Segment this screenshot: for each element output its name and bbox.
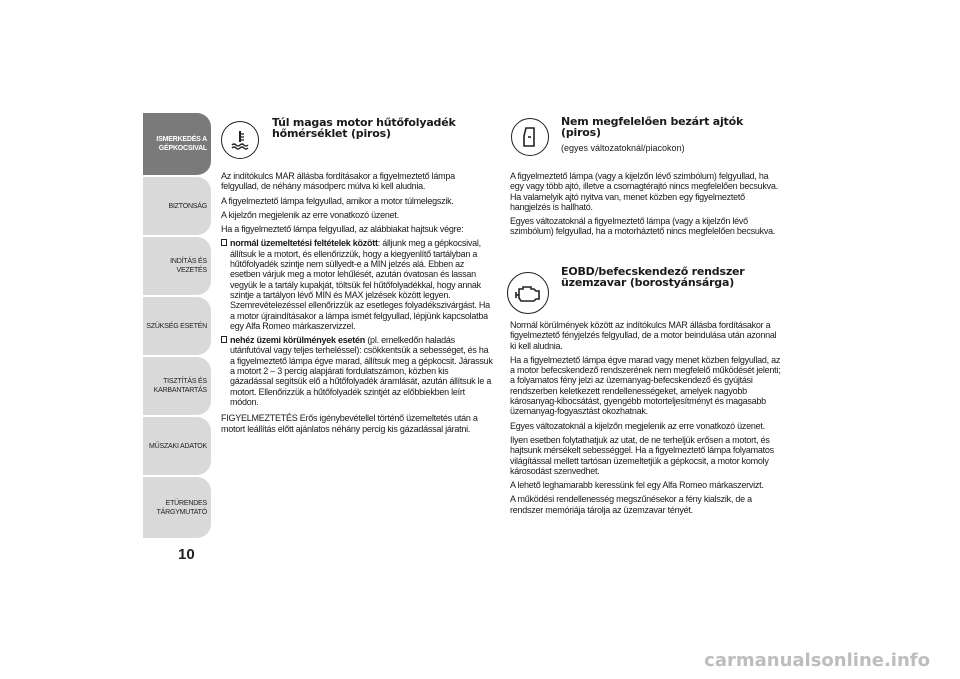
check-engine-icon: [507, 272, 549, 314]
eobd-heading: EOBD/befecskendező rendszer üzemzavar (borostyánsárga): [561, 265, 745, 289]
tab-targymutato[interactable]: ETÜRENDES TÁRGYMUTATÓ: [143, 477, 211, 538]
paragraph: Normál körülmények között az indítókulcs MAR állásba fordításakor a figyelmeztető fényjelzés felgyullad, de a motor beindulása után azonnal ki kell aludnia.: [510, 320, 777, 351]
coolant-heading: Túl magas motor hűtőfolyadék hőmérséklet (piros): [272, 116, 456, 140]
tab-muszaki[interactable]: MŰSZAKI ADATOK: [143, 417, 211, 475]
chapter-sidebar: [143, 113, 211, 538]
tab-szukseg[interactable]: SZÜKSÉG ESETÉN: [143, 297, 211, 355]
tab-biztonsag[interactable]: BIZTONSÁG: [143, 177, 211, 235]
paragraph: A figyelmeztető lámpa (vagy a kijelzőn lévő szimbólum) felgyullad, ha egy vagy több ajtó, illetve a csomagtérajtó nincs megfelelően becsukva. Ha valamelyik ajtó nyitva van, menet közben egy figyelmeztető hangjelzés is hallható.: [510, 171, 778, 212]
warning-text: FIGYELMEZTETÉS Erős igénybevétellel történő üzemeltetés után a motort leállítás előtt ajánlatos néhány percig kis gázadással járatni.: [221, 413, 478, 434]
left-column-text: [221, 171, 493, 438]
paragraph: Az indítókulcs MAR állásba fordításakor a figyelmeztető lámpa felgyullad, de néhány másodperc múlva ki kell aludnia.: [221, 171, 455, 192]
tab-tisztitas[interactable]: TISZTÍTÁS ÉS KARBANTARTÁS: [143, 357, 211, 415]
paragraph: Ilyen esetben folytathatjuk az utat, de ne terheljük erősen a motort, és hajtsunk mérsékelt sebességgel. Ha a figyelmeztető lámpa folyamatos világítással mellett tartósan üzemeltetjük a gépkocsit, a motor komoly károsodást szenvedhet.: [510, 434, 774, 476]
bullet-heavy-conditions: nehéz üzemi körülmények esetén (pl. emelkedőn haladás utánfutóval vagy teljes terheléssel): csökkentsük a sebességet, és ha a figyelmeztető lámpa égve marad, állítsuk meg a gépkocsit. Járassuk a motort 2 – 3 percig alapjárati fordulatszámon, közben kis gázadással segítsük elő a hűtőfolyadék áramlását, azután állítsuk le a motort. Ellenőrizzük a hűtőfolyadék szintjét az előbbiekben leírt módon.: [221, 335, 493, 407]
coolant-temperature-icon: [221, 121, 259, 159]
page-number: 10: [178, 546, 195, 563]
paragraph: Ha a figyelmeztető lámpa felgyullad, az alábbiakat hajtsuk végre:: [221, 224, 464, 235]
tab-inditas[interactable]: INDÍTÁS ÉS VEZETÉS: [143, 237, 211, 295]
door-heading: Nem megfelelően bezárt ajtók (piros): [561, 115, 744, 139]
tab-ismerkedes[interactable]: ISMERKEDÉS A GÉPKOCSIVAL: [143, 113, 211, 175]
bullet-normal-conditions: normál üzemeltetési feltételek között: álljunk meg a gépkocsival, állítsuk le a motort, és ellenőrizzük, hogy a kiegyenlítő tartályban a hűtőfolyadék szintje nem süllyedt-e a MIN jelzés alá. Ebben az esetben várjuk meg a motor lehűlését, azután óvatosan és lassan vegyük le a tartály kupakját, töltsük fel hűtőfolyadékkal, hogy annak szintje a tartályon lévő MIN és MAX jelzések között legyen. Szemrevételezéssel ellenőrizzük az esetleges folyadékszivárgást. Ha a motor újraindításakor a lámpa ismét felgyullad, lépjünk kapcsolatba egy Alfa Romeo márkaszervizzel.: [221, 238, 493, 331]
watermark: carmanualsonline.info: [704, 650, 930, 671]
paragraph: Egyes változatoknál a kijelzőn megjelenik az erre vonatkozó üzenet.: [510, 420, 765, 431]
door-text: [510, 171, 782, 241]
paragraph: A működési rendellenesség megszűnésekor a fény kialszik, de a rendszer memóriája tárolja az üzemzavar tényét.: [510, 494, 752, 515]
checkbox-bullet-icon: [221, 336, 227, 343]
checkbox-bullet-icon: [221, 239, 227, 246]
paragraph: A kijelzőn megjelenik az erre vonatkozó üzenet.: [221, 209, 399, 220]
paragraph: A figyelmeztető lámpa felgyullad, amikor a motor túlmelegszik.: [221, 195, 454, 206]
eobd-text: [510, 320, 782, 519]
paragraph: Egyes változatoknál a figyelmeztető lámpa (vagy a kijelzőn lévő szimbólum) felgyullad, ha a motorháztető nincs megfelelően becsukva.: [510, 216, 776, 237]
paragraph: Ha a figyelmeztető lámpa égve marad vagy menet közben felgyullad, az a motor befecskendező rendszerének nem megfelelő működését jelenti; a folyamatos fény jelzi az üzemanyag-befecskendező és gyújtási rendszerben keletkezett rendellenességeket, amelyek nagyobb károsanyag-kibocsátást, gyengébb motorteljesítményt és magasabb üzemanyag-fogyasztást okozhatnak.: [510, 354, 781, 417]
door-subheading: (egyes változatoknál/piacokon): [561, 143, 685, 153]
door-ajar-icon: [511, 118, 549, 156]
paragraph: A lehető leghamarabb keressünk fel egy Alfa Romeo márkaszervizt.: [510, 480, 764, 491]
